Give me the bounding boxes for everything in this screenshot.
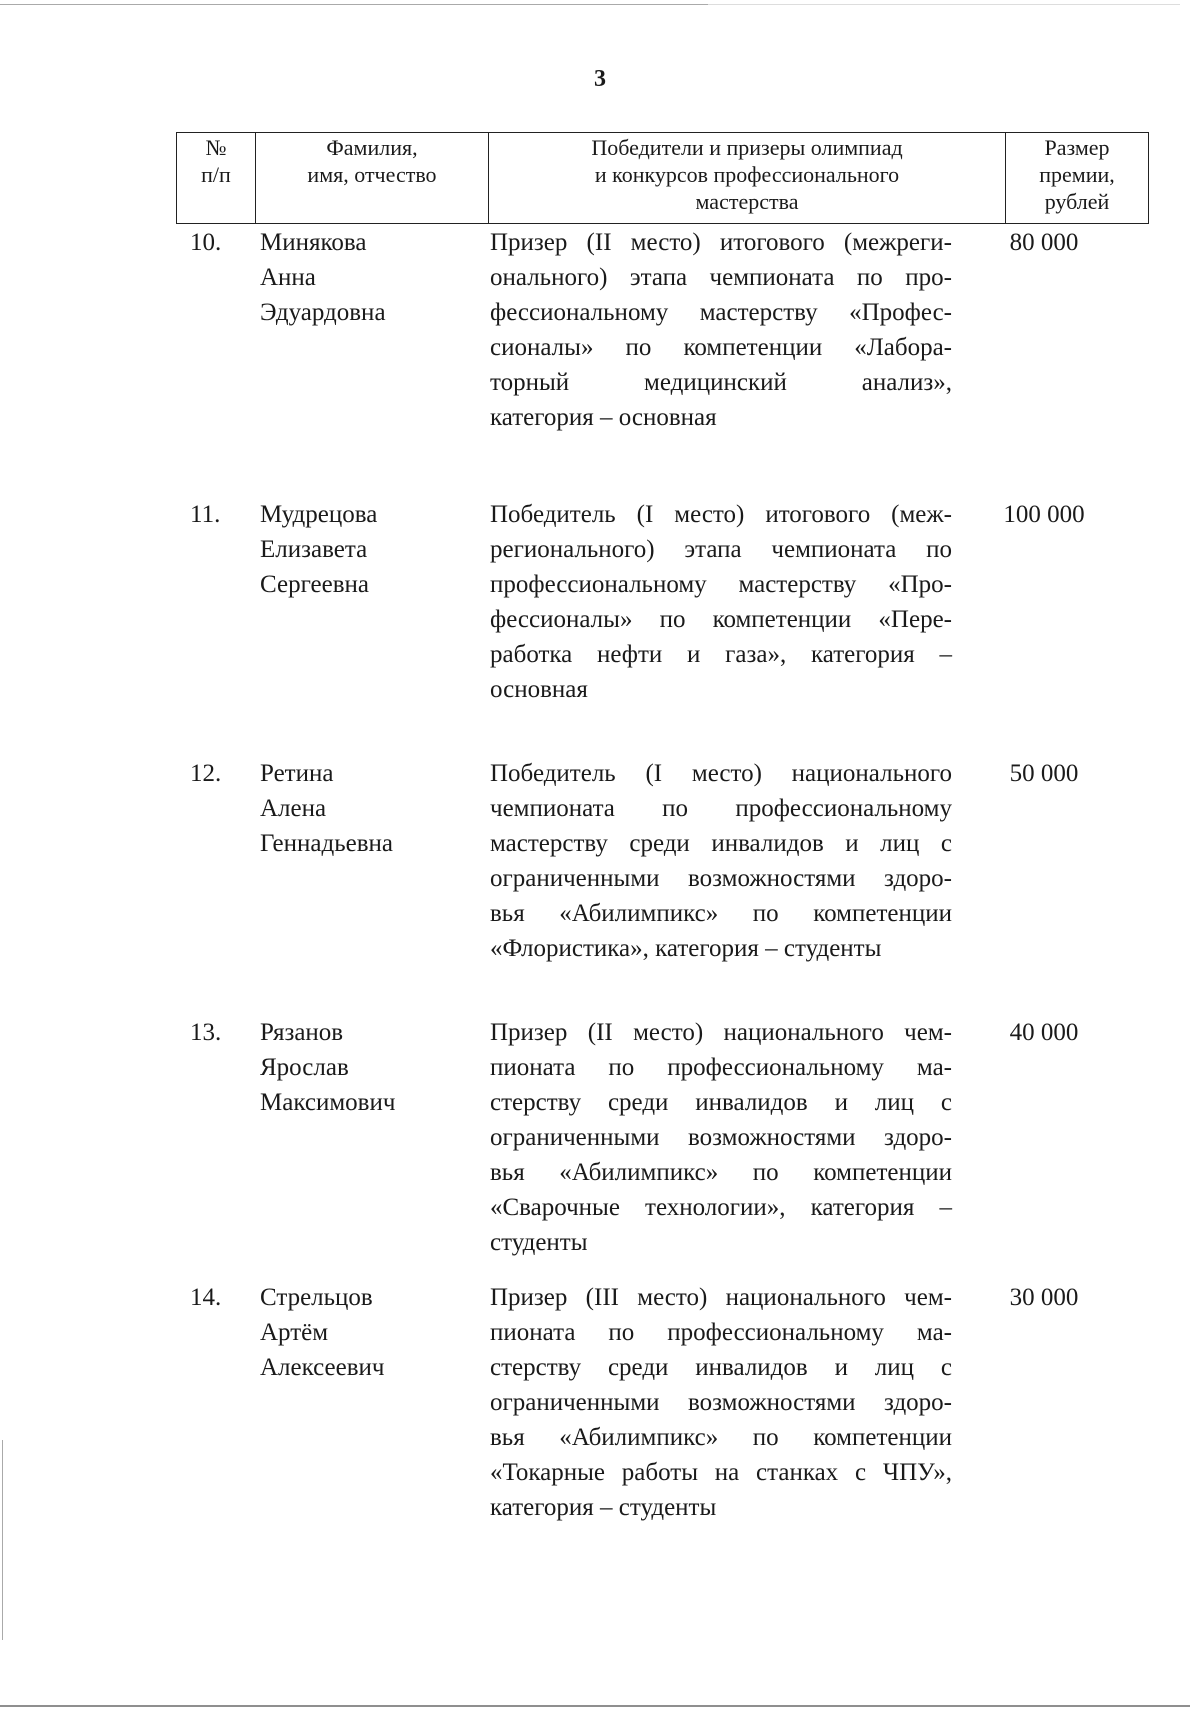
desc-line: Призер (III место) национального чем-: [490, 1284, 952, 1311]
desc-line: стерству среди инвалидов и лиц с: [490, 1089, 952, 1116]
desc-line: чемпионата по профессиональному: [490, 795, 952, 822]
row-name: [260, 1280, 480, 1385]
name-line: Геннадьевна: [260, 830, 393, 857]
name-line: Ретина: [260, 760, 334, 787]
name-line: Артём: [260, 1319, 329, 1346]
row-name: [260, 225, 480, 330]
row-description: [490, 497, 952, 707]
desc-line: вья «Абилимпикс» по компетенции: [490, 1159, 952, 1186]
row-number: 12.: [190, 760, 222, 787]
name-line: Эдуардовна: [260, 299, 386, 326]
header-name-line: Фамилия,: [326, 135, 418, 160]
desc-line: категория – студенты: [490, 1494, 717, 1521]
header-num-line: п/п: [201, 162, 231, 187]
desc-line: Победитель (I место) итогового (меж-: [490, 501, 952, 528]
desc-line: «Сварочные технологии», категория –: [490, 1194, 952, 1221]
header-desc-line: мастерства: [695, 189, 799, 214]
desc-line: пионата по профессиональному ма-: [490, 1054, 952, 1081]
row-description: [490, 756, 952, 966]
desc-line: фессионалы» по компетенции «Пере-: [490, 606, 952, 633]
name-line: Мудрецова: [260, 501, 378, 528]
row-name: [260, 756, 480, 861]
desc-line: сионалы» по компетенции «Лабора-: [490, 334, 952, 361]
desc-line: Призер (II место) итогового (межреги-: [490, 229, 952, 256]
header-prize-line: премии,: [1039, 162, 1115, 187]
desc-line: регионального) этапа чемпионата по: [490, 536, 952, 563]
header-name-line: имя, отчество: [307, 162, 437, 187]
desc-line: категория – основная: [490, 404, 717, 431]
header-desc: [489, 133, 1006, 224]
desc-line: фессиональному мастерству «Профес-: [490, 299, 952, 326]
desc-line: Призер (II место) национального чем-: [490, 1019, 952, 1046]
row-name: [260, 497, 480, 602]
row-name: [260, 1015, 480, 1120]
name-line: Стрельцов: [260, 1284, 373, 1311]
scan-artifact-top: [0, 4, 1180, 5]
row-description: [490, 225, 952, 435]
header-name: [256, 133, 489, 224]
desc-line: Победитель (I место) национального: [490, 760, 952, 787]
desc-line: работка нефти и газа», категория –: [490, 641, 952, 668]
header-num: [177, 133, 256, 224]
row-number: 10.: [190, 229, 222, 256]
page-number: 3: [594, 66, 606, 92]
table-header: [176, 132, 1149, 224]
name-line: Алексеевич: [260, 1354, 385, 1381]
name-line: Ярослав: [260, 1054, 349, 1081]
row-prize: 40 000: [1009, 1019, 1079, 1046]
desc-line: стерству среди инвалидов и лиц с: [490, 1354, 952, 1381]
name-line: Анна: [260, 264, 316, 291]
name-line: Максимович: [260, 1089, 396, 1116]
desc-line: профессиональному мастерству «Про-: [490, 571, 952, 598]
scan-artifact-left: [2, 1440, 3, 1640]
desc-line: торный медицинский анализ»,: [490, 369, 952, 396]
header-desc-line: и конкурсов профессионального: [594, 162, 900, 187]
scan-artifact-bottom: [0, 1705, 1190, 1707]
desc-line: «Флористика», категория – студенты: [490, 935, 882, 962]
header-prize: [1006, 133, 1149, 224]
desc-line: основная: [490, 676, 588, 703]
header-desc-line: Победители и призеры олимпиад: [591, 135, 903, 160]
row-number: 11.: [190, 501, 221, 528]
name-line: Елизавета: [260, 536, 368, 563]
row-description: [490, 1280, 952, 1525]
desc-line: вья «Абилимпикс» по компетенции: [490, 900, 952, 927]
header-prize-line: Размер: [1044, 135, 1110, 160]
header-num-line: №: [205, 135, 227, 160]
row-prize: 30 000: [1009, 1284, 1079, 1311]
name-line: Сергеевна: [260, 571, 369, 598]
row-prize: 80 000: [1009, 229, 1079, 256]
name-line: Рязанов: [260, 1019, 344, 1046]
desc-line: «Токарные работы на станках с ЧПУ»,: [490, 1459, 952, 1486]
name-line: Минякова: [260, 229, 367, 256]
desc-line: студенты: [490, 1229, 588, 1256]
header-prize-line: рублей: [1044, 189, 1110, 214]
desc-line: ограниченными возможностями здоро-: [490, 865, 952, 892]
desc-line: пионата по профессиональному ма-: [490, 1319, 952, 1346]
desc-line: онального) этапа чемпионата по про-: [490, 264, 952, 291]
desc-line: мастерству среди инвалидов и лиц с: [490, 830, 952, 857]
name-line: Алена: [260, 795, 327, 822]
row-number: 13.: [190, 1019, 222, 1046]
desc-line: ограниченными возможностями здоро-: [490, 1124, 952, 1151]
desc-line: ограниченными возможностями здоро-: [490, 1389, 952, 1416]
row-prize: 100 000: [1003, 501, 1085, 528]
row-description: [490, 1015, 952, 1260]
row-prize: 50 000: [1009, 760, 1079, 787]
desc-line: вья «Абилимпикс» по компетенции: [490, 1424, 952, 1451]
row-number: 14.: [190, 1284, 222, 1311]
